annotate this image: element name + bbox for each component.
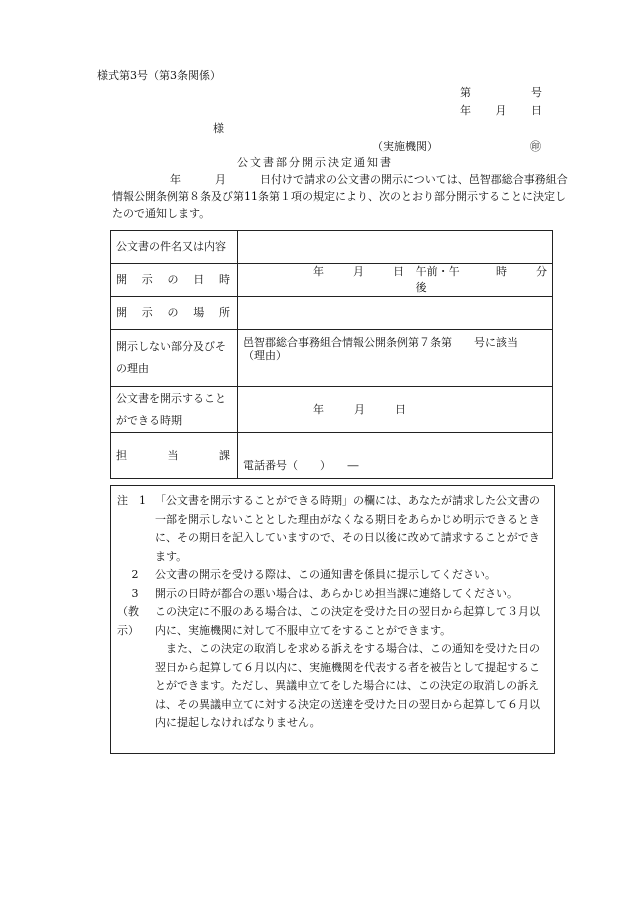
note-item — [117, 585, 548, 604]
disclosure-place-value — [238, 297, 553, 330]
number-suffix: 号 — [531, 86, 542, 99]
issue-date-line — [460, 103, 542, 119]
intro-year-label: 年 — [170, 173, 181, 186]
note-item — [117, 492, 548, 566]
table-row — [111, 330, 553, 387]
department-phone: 電話番号（ ） ― — [238, 433, 553, 479]
table-row — [111, 433, 553, 479]
notes-lead: 注 — [117, 494, 128, 507]
note-text: 公文書の開示を受ける際は、この通知書を係員に提示してください。 — [155, 568, 496, 581]
intro-paragraph — [112, 171, 568, 222]
withheld-part-value — [238, 330, 553, 387]
disclosure-datetime-value: 年 月 日 午前・午後 時 分 — [238, 264, 553, 297]
document-number-line — [460, 85, 542, 101]
number-prefix: 第 — [460, 86, 471, 99]
note-text: 「公文書を開示することができる時期」の欄には、あなたが請求した公文書の一部を開示しないこととした理由がなくなる期日をあらかじめ明示できるときに、その期日を記入していますので、その日以後に改めて請求することができます。 — [155, 494, 540, 563]
disclosure-info-table — [110, 230, 553, 479]
teaching-text: この決定に不服のある場合は、この決定を受けた日の翌日から起算して３月以内に、実施機関に対して不服申立てをすることができます。 — [155, 605, 540, 637]
addressee-suffix: 様 — [213, 122, 224, 135]
department-label: 担 当 課 — [111, 433, 238, 479]
subject-label: 公文書の件名又は内容 — [111, 231, 238, 264]
intro-text: 日付けで請求の公文書の開示については、邑智郡総合事務組合情報公開条例第８条及び第11条第１項の規定により、次のとおり部分開示することに決定したので通知します。 — [112, 173, 568, 220]
table-row — [111, 264, 553, 297]
teaching-text-2: また、この決定の取消しを求める訴えをする場合は、この通知を受けた日の翌日から起算して６月以内に、実施機関を代表する者を被告として提起することができます。ただし、異議申立てをした場合には、この決定の取消しの訴えは、その異議申立てに対する決定の送達を受けた日の翌日から起算して６月以内に提起しなければなりません。 — [155, 642, 540, 729]
teaching-item — [117, 603, 548, 640]
table-row — [111, 387, 553, 433]
notes-box — [110, 485, 555, 754]
available-period-label: 公文書を開示することができる時期 — [111, 387, 238, 433]
issue-month-label: 月 — [495, 104, 507, 117]
issue-year-label: 年 — [460, 104, 471, 117]
note-text: 開示の日時が都合の悪い場合は、あらかじめ担当課に連絡してください。 — [155, 586, 518, 600]
document-title: 公文書部分開示決定通知書 — [237, 156, 393, 169]
note-number: 3 — [131, 586, 139, 600]
note-number: 1 — [139, 494, 146, 507]
intro-month-label: 月 — [215, 173, 226, 186]
form-code: 様式第3号（第3条関係） — [97, 69, 221, 82]
withheld-article-text: 邑智郡総合事務組合情報公開条例第７条第 号に該当 — [243, 336, 518, 349]
withheld-reason-label: （理由） — [243, 349, 287, 362]
issue-day-label: 日 — [531, 104, 542, 117]
seal-mark: ㊞ — [530, 140, 541, 153]
disclosure-place-label: 開 示 の 場 所 — [111, 297, 238, 330]
table-row — [111, 231, 553, 264]
disclosure-datetime-label: 開 示 の 日 時 — [111, 264, 238, 297]
note-number: 2 — [131, 568, 139, 581]
available-period-value: 年 月 日 — [238, 387, 553, 433]
withheld-part-label: 開示しない部分及びその理由 — [111, 330, 238, 387]
note-item — [117, 566, 548, 585]
subject-value — [238, 231, 553, 264]
table-row — [111, 297, 553, 330]
agency-label: （実施機関） — [372, 140, 438, 153]
teaching-lead: （教示） — [117, 605, 139, 637]
